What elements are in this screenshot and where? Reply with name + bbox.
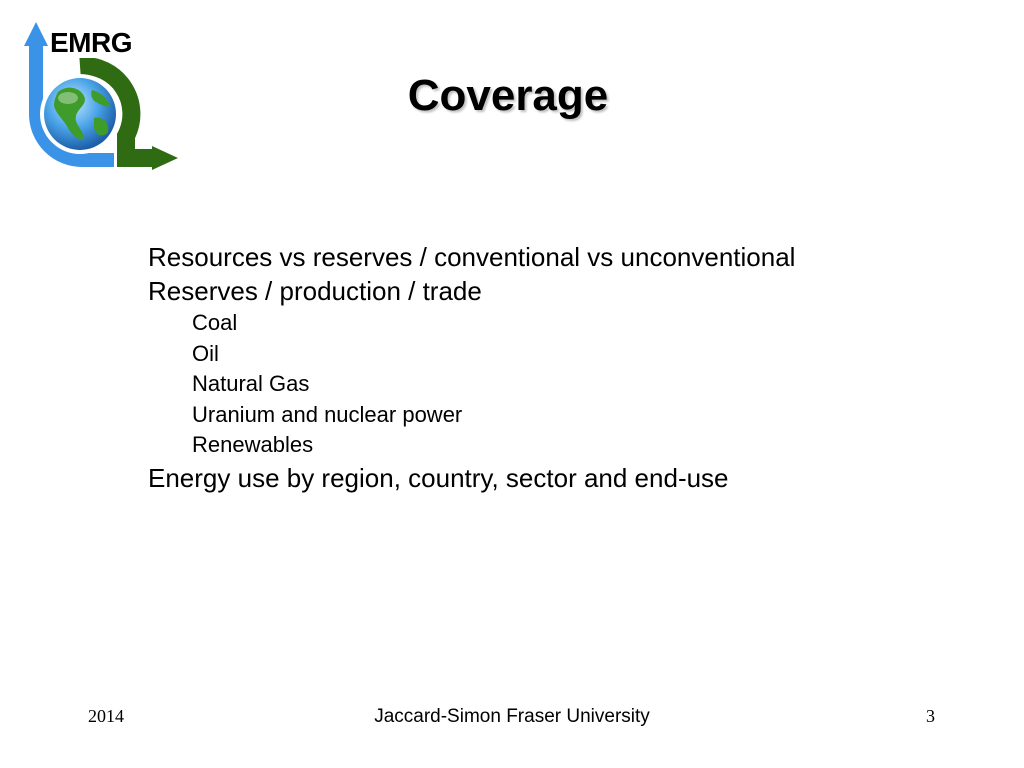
- sub-bullet-item: Natural Gas: [192, 371, 310, 396]
- footer-year: 2014: [88, 706, 124, 726]
- bullet-item: Reserves / production / trade: [148, 276, 482, 306]
- slide-title: Coverage: [407, 71, 609, 120]
- sub-bullet-item: Renewables: [192, 432, 314, 457]
- bullet-item: Resources vs reserves / conventional vs unconventional: [148, 242, 796, 272]
- bullet-item: Energy use by region, country, sector and end-use: [148, 462, 729, 493]
- page-number: 3: [926, 706, 935, 726]
- sub-bullet-item: Oil: [192, 340, 219, 366]
- bullet-list: [148, 240, 968, 495]
- sub-bullet-item: Coal: [192, 310, 238, 335]
- footer-author: Jaccard-Simon Fraser University: [374, 706, 650, 727]
- logo-text: EMRG: [50, 27, 132, 58]
- sub-bullet-item: Uranium and nuclear power: [192, 401, 463, 427]
